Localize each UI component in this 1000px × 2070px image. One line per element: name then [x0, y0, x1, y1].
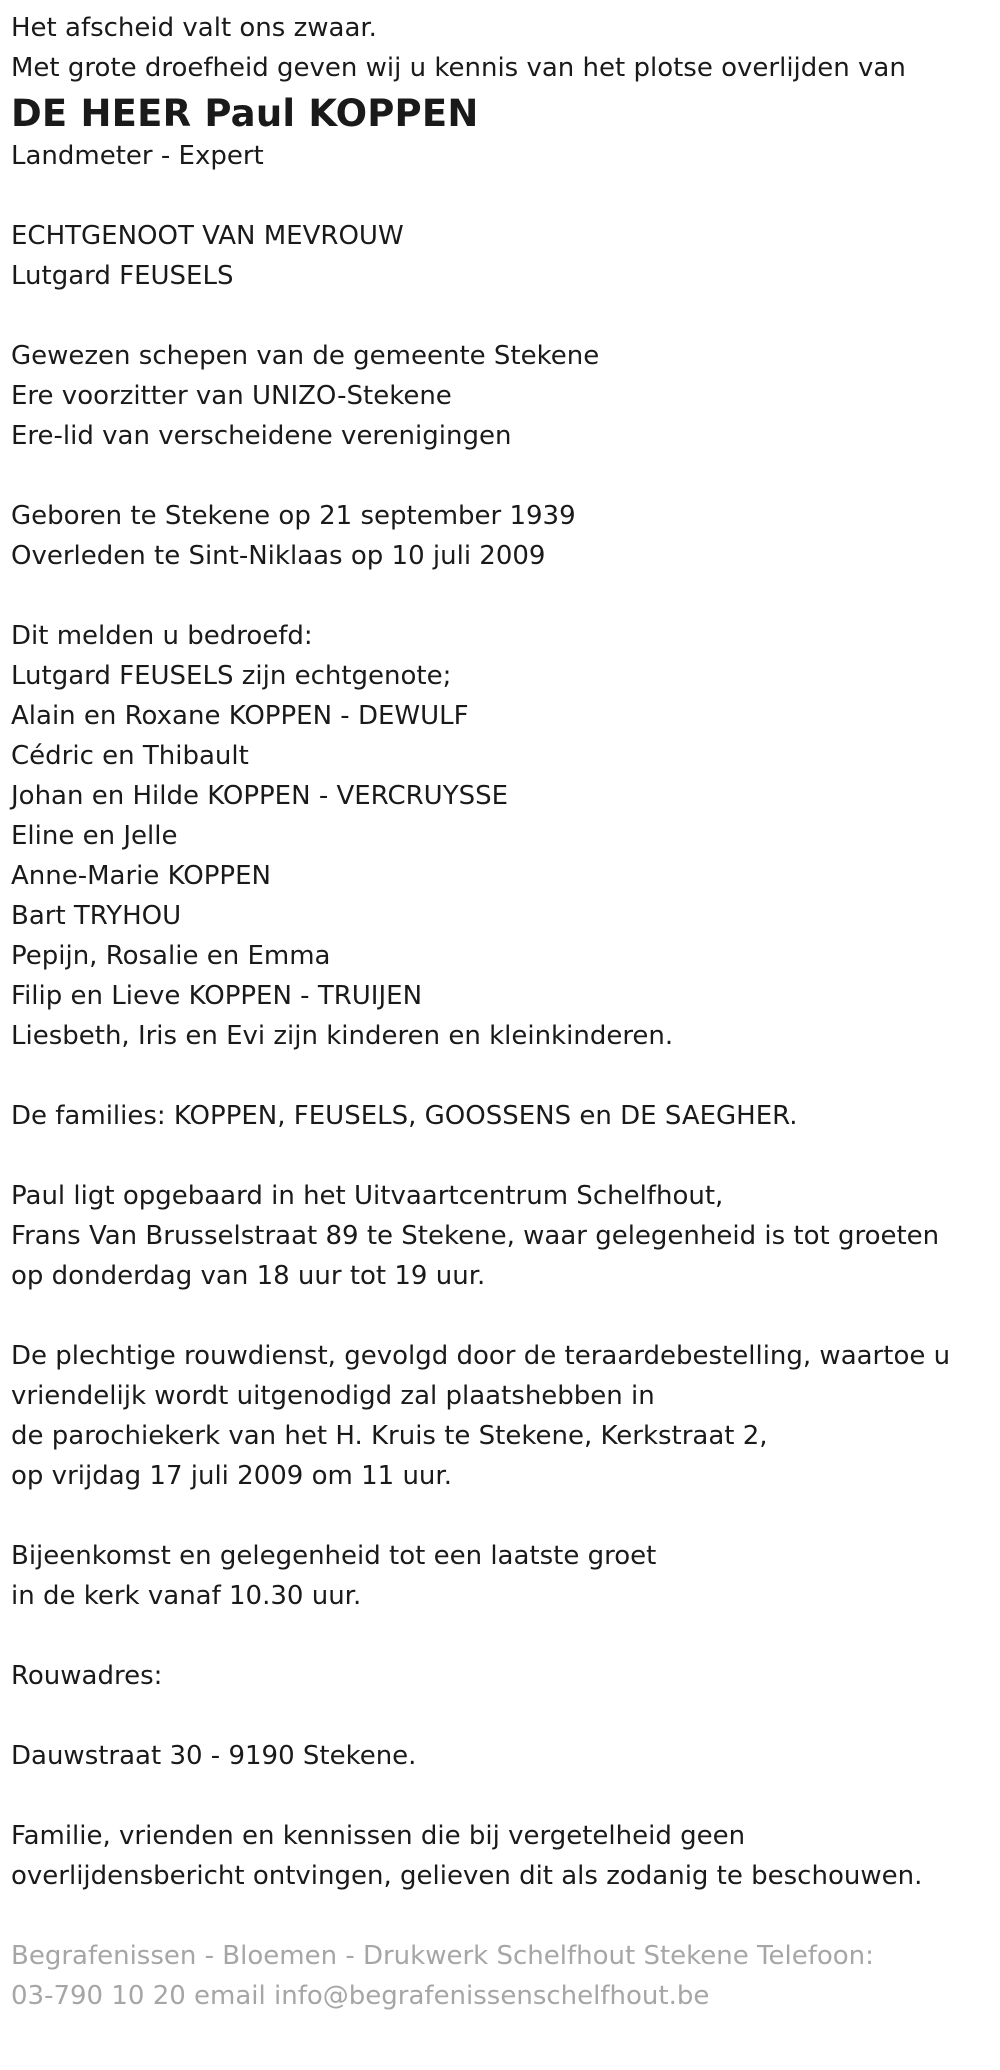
funeral-home-footer [11, 1936, 989, 2016]
role-line: Ere voorzitter van UNIZO-Stekene [11, 381, 452, 411]
mourner-line: Dit melden u bedroefd: [11, 621, 313, 651]
address-label: Rouwadres: [11, 1661, 163, 1691]
mourner-line: Johan en Hilde KOPPEN - VERCRUYSSE [11, 781, 509, 811]
spouse-line: ECHTGENOOT VAN MEVROUW [11, 221, 404, 251]
profession: Landmeter - Expert [11, 141, 264, 171]
service-line: vriendelijk wordt uitgenodigd zal plaatshebben in [11, 1381, 655, 1411]
role-line: Ere-lid van verscheidene verenigingen [11, 421, 512, 451]
mourner-line: Cédric en Thibault [11, 741, 249, 771]
mourner-line: Filip en Lieve KOPPEN - TRUIJEN [11, 981, 423, 1011]
spacer [11, 1136, 989, 1176]
viewing-line: op donderdag van 18 uur tot 19 uur. [11, 1261, 486, 1291]
spouse-section [11, 216, 989, 296]
spacer [11, 1696, 989, 1736]
spacer [11, 1056, 989, 1096]
families-line: De families: KOPPEN, FEUSELS, GOOSSENS en DE SAEGHER. [11, 1101, 798, 1131]
mourner-line: Lutgard FEUSELS zijn echtgenote; [11, 661, 452, 691]
gathering-line: in de kerk vanaf 10.30 uur. [11, 1581, 362, 1611]
roles-section [11, 336, 989, 456]
spacer [11, 1896, 989, 1936]
spacer [11, 1296, 989, 1336]
notice-line: Familie, vrienden en kennissen die bij vergetelheid geen [11, 1821, 746, 1851]
spacer [11, 296, 989, 336]
spacer [11, 456, 989, 496]
mourner-line: Eline en Jelle [11, 821, 178, 851]
birth-line: Geboren te Stekene op 21 september 1939 [11, 501, 576, 531]
footer-line: 03-790 10 20 email info@begrafenissenschelfhout.be [11, 1981, 710, 2011]
deceased-name: DE HEER Paul KOPPEN [11, 92, 479, 135]
spacer [11, 576, 989, 616]
spouse-line: Lutgard FEUSELS [11, 261, 234, 291]
spacer [11, 176, 989, 216]
dates-section [11, 496, 989, 576]
service-section [11, 1336, 989, 1496]
viewing-section [11, 1176, 989, 1296]
death-line: Overleden te Sint-Niklaas op 10 juli 2009 [11, 541, 546, 571]
service-line: De plechtige rouwdienst, gevolgd door de teraardebestelling, waartoe u [11, 1341, 951, 1371]
spacer [11, 1776, 989, 1816]
footer-line: Begrafenissen - Bloemen - Drukwerk Schelfhout Stekene Telefoon: [11, 1941, 874, 1971]
spacer [11, 1616, 989, 1656]
intro-line: Het afscheid valt ons zwaar. [11, 13, 377, 43]
mourner-line: Alain en Roxane KOPPEN - DEWULF [11, 701, 469, 731]
gathering-section [11, 1536, 989, 1616]
mourner-line: Pepijn, Rosalie en Emma [11, 941, 331, 971]
viewing-line: Frans Van Brusselstraat 89 te Stekene, waar gelegenheid is tot groeten [11, 1221, 940, 1251]
spacer [11, 1496, 989, 1536]
intro-section [11, 8, 989, 88]
service-line: op vrijdag 17 juli 2009 om 11 uur. [11, 1461, 452, 1491]
notice-line: overlijdensbericht ontvingen, gelieven dit als zodanig te beschouwen. [11, 1861, 923, 1891]
mourner-line: Liesbeth, Iris en Evi zijn kinderen en kleinkinderen. [11, 1021, 674, 1051]
intro-line: Met grote droefheid geven wij u kennis van het plotse overlijden van [11, 53, 906, 83]
role-line: Gewezen schepen van de gemeente Stekene [11, 341, 600, 371]
notice-section [11, 1816, 989, 1896]
gathering-line: Bijeenkomst en gelegenheid tot een laatste groet [11, 1541, 657, 1571]
mourner-line: Bart TRYHOU [11, 901, 182, 931]
mourning-address: Dauwstraat 30 - 9190 Stekene. [11, 1741, 417, 1771]
service-line: de parochiekerk van het H. Kruis te Stekene, Kerkstraat 2, [11, 1421, 768, 1451]
viewing-line: Paul ligt opgebaard in het Uitvaartcentrum Schelfhout, [11, 1181, 724, 1211]
mourner-line: Anne-Marie KOPPEN [11, 861, 271, 891]
mourners-section [11, 616, 989, 1056]
